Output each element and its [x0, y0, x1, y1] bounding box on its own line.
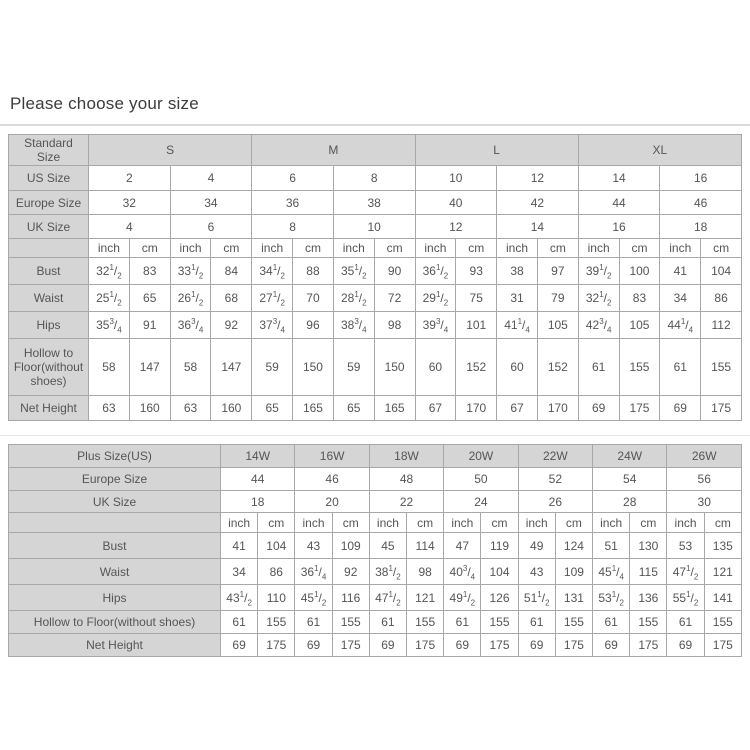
measurement-cell: 88: [293, 258, 334, 285]
size-group-header-cell: 14W: [221, 445, 295, 468]
standard-size-table: [8, 134, 742, 421]
size-number-cell: 42: [497, 191, 579, 215]
unit-header-cell: inch: [221, 513, 258, 533]
middle-divider: [0, 435, 750, 436]
size-number-cell: 12: [415, 215, 497, 239]
measurement-cell: 109: [332, 533, 369, 559]
table-row: [9, 166, 742, 191]
row-label: [9, 513, 221, 533]
unit-header-cell: inch: [497, 239, 538, 258]
measurement-cell: 175: [258, 634, 295, 657]
row-label: Hips: [9, 585, 221, 611]
measurement-cell: 114: [407, 533, 444, 559]
size-number-cell: 44: [578, 191, 660, 215]
table-row: [9, 468, 742, 491]
measurement-cell: $38^3/_4$: [333, 312, 374, 339]
size-number-cell: 38: [333, 191, 415, 215]
measurement-cell: 152: [537, 339, 578, 396]
unit-header-cell: cm: [630, 513, 667, 533]
measurement-cell: 147: [129, 339, 170, 396]
unit-header-cell: inch: [518, 513, 555, 533]
measurement-cell: 65: [333, 396, 374, 421]
table-row: [9, 445, 742, 468]
table-row: [9, 611, 742, 634]
measurement-cell: 97: [537, 258, 578, 285]
size-number-cell: 46: [660, 191, 742, 215]
measurement-cell: 69: [295, 634, 332, 657]
measurement-cell: 69: [667, 634, 704, 657]
measurement-cell: 84: [211, 258, 252, 285]
measurement-cell: 69: [369, 634, 406, 657]
measurement-cell: $38^1/_2$: [369, 559, 406, 585]
size-number-cell: 10: [415, 166, 497, 191]
measurement-cell: 45: [369, 533, 406, 559]
measurement-cell: 83: [619, 285, 660, 312]
measurement-cell: $25^1/_2$: [89, 285, 130, 312]
size-group-header-cell: 20W: [444, 445, 518, 468]
measurement-cell: 175: [407, 634, 444, 657]
measurement-cell: 34: [221, 559, 258, 585]
measurement-cell: 63: [170, 396, 211, 421]
measurement-cell: 91: [129, 312, 170, 339]
unit-header-cell: inch: [333, 239, 374, 258]
size-number-cell: 34: [170, 191, 252, 215]
measurement-cell: 175: [619, 396, 660, 421]
measurement-cell: 131: [555, 585, 592, 611]
size-number-cell: 2: [89, 166, 171, 191]
measurement-cell: $42^3/_4$: [578, 312, 619, 339]
measurement-cell: 115: [630, 559, 667, 585]
measurement-cell: $53^1/_2$: [593, 585, 630, 611]
measurement-cell: 92: [211, 312, 252, 339]
table-row: [9, 135, 742, 166]
size-group-header-cell: 16W: [295, 445, 369, 468]
measurement-cell: 175: [701, 396, 742, 421]
measurement-cell: 61: [518, 611, 555, 634]
measurement-cell: $36^1/_4$: [295, 559, 332, 585]
row-label: UK Size: [9, 491, 221, 513]
measurement-cell: 98: [407, 559, 444, 585]
measurement-cell: 105: [537, 312, 578, 339]
measurement-cell: 175: [481, 634, 518, 657]
measurement-cell: 90: [374, 258, 415, 285]
size-number-cell: 6: [170, 215, 252, 239]
table-row: [9, 239, 742, 258]
measurement-cell: $32^1/_2$: [89, 258, 130, 285]
measurement-cell: $43^1/_2$: [221, 585, 258, 611]
measurement-cell: 124: [555, 533, 592, 559]
measurement-cell: 109: [555, 559, 592, 585]
row-label: Standard Size: [9, 135, 89, 166]
row-label: Bust: [9, 258, 89, 285]
row-label: Bust: [9, 533, 221, 559]
unit-header-cell: inch: [89, 239, 130, 258]
measurement-cell: 61: [369, 611, 406, 634]
measurement-cell: 70: [293, 285, 334, 312]
table-row: [9, 491, 742, 513]
table-row: [9, 559, 742, 585]
size-number-cell: 54: [593, 468, 667, 491]
size-number-cell: 48: [369, 468, 443, 491]
table-row: [9, 533, 742, 559]
measurement-cell: 38: [497, 258, 538, 285]
unit-header-cell: cm: [701, 239, 742, 258]
measurement-cell: 47: [444, 533, 481, 559]
top-divider: [0, 124, 750, 126]
measurement-cell: 155: [619, 339, 660, 396]
measurement-cell: 34: [660, 285, 701, 312]
measurement-cell: 86: [701, 285, 742, 312]
measurement-cell: $47^1/_2$: [369, 585, 406, 611]
unit-header-cell: inch: [369, 513, 406, 533]
size-number-cell: 50: [444, 468, 518, 491]
unit-header-cell: inch: [578, 239, 619, 258]
measurement-cell: 135: [704, 533, 741, 559]
measurement-cell: $39^1/_2$: [578, 258, 619, 285]
measurement-cell: 49: [518, 533, 555, 559]
measurement-cell: 165: [374, 396, 415, 421]
measurement-cell: 67: [415, 396, 456, 421]
measurement-cell: 126: [481, 585, 518, 611]
measurement-cell: 155: [630, 611, 667, 634]
unit-header-cell: cm: [332, 513, 369, 533]
unit-header-cell: cm: [704, 513, 741, 533]
measurement-cell: 43: [518, 559, 555, 585]
measurement-cell: $35^3/_4$: [89, 312, 130, 339]
table-row: [9, 285, 742, 312]
measurement-cell: 61: [444, 611, 481, 634]
measurement-cell: 59: [252, 339, 293, 396]
measurement-cell: 101: [456, 312, 497, 339]
measurement-cell: 119: [481, 533, 518, 559]
measurement-cell: 86: [258, 559, 295, 585]
unit-header-cell: cm: [407, 513, 444, 533]
measurement-cell: 65: [252, 396, 293, 421]
measurement-cell: $28^1/_2$: [333, 285, 374, 312]
unit-header-cell: inch: [593, 513, 630, 533]
row-label: UK Size: [9, 215, 89, 239]
measurement-cell: 72: [374, 285, 415, 312]
measurement-cell: $29^1/_2$: [415, 285, 456, 312]
measurement-cell: 175: [555, 634, 592, 657]
plus-size-table: [8, 444, 742, 657]
row-label: Europe Size: [9, 468, 221, 491]
size-number-cell: 24: [444, 491, 518, 513]
unit-header-cell: inch: [667, 513, 704, 533]
measurement-cell: $45^1/_2$: [295, 585, 332, 611]
measurement-cell: 110: [258, 585, 295, 611]
measurement-cell: $41^1/_4$: [497, 312, 538, 339]
unit-header-cell: inch: [295, 513, 332, 533]
row-label: Hips: [9, 312, 89, 339]
page-title: Please choose your size: [10, 94, 199, 113]
measurement-cell: 69: [593, 634, 630, 657]
size-number-cell: 20: [295, 491, 369, 513]
size-number-cell: 18: [221, 491, 295, 513]
measurement-cell: 100: [619, 258, 660, 285]
measurement-cell: 61: [660, 339, 701, 396]
size-number-cell: 40: [415, 191, 497, 215]
measurement-cell: 155: [332, 611, 369, 634]
measurement-cell: 121: [407, 585, 444, 611]
measurement-cell: $49^1/_2$: [444, 585, 481, 611]
measurement-cell: 141: [704, 585, 741, 611]
size-number-cell: 46: [295, 468, 369, 491]
size-number-cell: 52: [518, 468, 592, 491]
table-row: [9, 339, 742, 396]
table-row: [9, 215, 742, 239]
measurement-cell: 53: [667, 533, 704, 559]
measurement-cell: 61: [593, 611, 630, 634]
measurement-cell: 75: [456, 285, 497, 312]
measurement-cell: 79: [537, 285, 578, 312]
measurement-cell: 61: [221, 611, 258, 634]
measurement-cell: $34^1/_2$: [252, 258, 293, 285]
measurement-cell: 155: [481, 611, 518, 634]
row-label: Net Height: [9, 396, 89, 421]
measurement-cell: 170: [456, 396, 497, 421]
measurement-cell: $36^3/_4$: [170, 312, 211, 339]
measurement-cell: 69: [221, 634, 258, 657]
measurement-cell: 155: [555, 611, 592, 634]
unit-header-cell: cm: [456, 239, 497, 258]
size-number-cell: 14: [497, 215, 579, 239]
measurement-cell: $35^1/_2$: [333, 258, 374, 285]
measurement-cell: 60: [415, 339, 456, 396]
measurement-cell: $37^3/_4$: [252, 312, 293, 339]
measurement-cell: $27^1/_2$: [252, 285, 293, 312]
measurement-cell: 116: [332, 585, 369, 611]
size-number-cell: 18: [660, 215, 742, 239]
unit-header-cell: inch: [444, 513, 481, 533]
measurement-cell: $40^3/_4$: [444, 559, 481, 585]
size-number-cell: 44: [221, 468, 295, 491]
size-group-header-cell: 22W: [518, 445, 592, 468]
measurement-cell: 61: [295, 611, 332, 634]
measurement-cell: 60: [497, 339, 538, 396]
measurement-cell: 160: [211, 396, 252, 421]
measurement-cell: 98: [374, 312, 415, 339]
size-number-cell: 32: [89, 191, 171, 215]
size-group-header-cell: L: [415, 135, 578, 166]
size-number-cell: 30: [667, 491, 742, 513]
measurement-cell: 175: [332, 634, 369, 657]
measurement-cell: 104: [701, 258, 742, 285]
measurement-cell: $55^1/_2$: [667, 585, 704, 611]
table-row: [9, 396, 742, 421]
measurement-cell: 69: [444, 634, 481, 657]
measurement-cell: 175: [704, 634, 741, 657]
unit-header-cell: inch: [415, 239, 456, 258]
size-number-cell: 4: [170, 166, 252, 191]
measurement-cell: 147: [211, 339, 252, 396]
row-label: Plus Size(US): [9, 445, 221, 468]
measurement-cell: 69: [660, 396, 701, 421]
measurement-cell: 69: [518, 634, 555, 657]
unit-header-cell: cm: [258, 513, 295, 533]
measurement-cell: 170: [537, 396, 578, 421]
measurement-cell: $44^1/_4$: [660, 312, 701, 339]
measurement-cell: 150: [293, 339, 334, 396]
measurement-cell: 63: [89, 396, 130, 421]
measurement-cell: 121: [704, 559, 741, 585]
measurement-cell: 67: [497, 396, 538, 421]
size-number-cell: 16: [660, 166, 742, 191]
measurement-cell: $36^1/_2$: [415, 258, 456, 285]
row-label: Europe Size: [9, 191, 89, 215]
size-number-cell: 36: [252, 191, 334, 215]
measurement-cell: 152: [456, 339, 497, 396]
unit-header-cell: cm: [129, 239, 170, 258]
measurement-cell: 105: [619, 312, 660, 339]
measurement-cell: 130: [630, 533, 667, 559]
measurement-cell: 41: [660, 258, 701, 285]
size-number-cell: 8: [252, 215, 334, 239]
table-row: [9, 634, 742, 657]
size-number-cell: 12: [497, 166, 579, 191]
unit-header-cell: inch: [660, 239, 701, 258]
unit-header-cell: cm: [619, 239, 660, 258]
row-label: US Size: [9, 166, 89, 191]
size-number-cell: 22: [369, 491, 443, 513]
row-label: Net Height: [9, 634, 221, 657]
measurement-cell: 61: [667, 611, 704, 634]
measurement-cell: 58: [170, 339, 211, 396]
measurement-cell: 41: [221, 533, 258, 559]
size-number-cell: 26: [518, 491, 592, 513]
row-label: Waist: [9, 285, 89, 312]
size-number-cell: 6: [252, 166, 334, 191]
measurement-cell: 150: [374, 339, 415, 396]
table-row: [9, 258, 742, 285]
unit-header-cell: cm: [555, 513, 592, 533]
size-group-header-cell: 26W: [667, 445, 742, 468]
unit-header-cell: cm: [481, 513, 518, 533]
size-group-header-cell: 24W: [593, 445, 667, 468]
measurement-cell: 155: [258, 611, 295, 634]
measurement-cell: 31: [497, 285, 538, 312]
measurement-cell: 43: [295, 533, 332, 559]
table-row: [9, 191, 742, 215]
unit-header-cell: inch: [170, 239, 211, 258]
measurement-cell: 104: [258, 533, 295, 559]
measurement-cell: 112: [701, 312, 742, 339]
table-row: [9, 312, 742, 339]
measurement-cell: 65: [129, 285, 170, 312]
table-row: [9, 585, 742, 611]
measurement-cell: 69: [578, 396, 619, 421]
measurement-cell: $47^1/_2$: [667, 559, 704, 585]
measurement-cell: 165: [293, 396, 334, 421]
row-label: Waist: [9, 559, 221, 585]
unit-header-cell: cm: [211, 239, 252, 258]
row-label: [9, 239, 89, 258]
size-group-header-cell: 18W: [369, 445, 443, 468]
size-number-cell: 16: [578, 215, 660, 239]
size-group-header-cell: M: [252, 135, 415, 166]
measurement-cell: $26^1/_2$: [170, 285, 211, 312]
unit-header-cell: cm: [537, 239, 578, 258]
measurement-cell: 93: [456, 258, 497, 285]
measurement-cell: 160: [129, 396, 170, 421]
size-number-cell: 8: [333, 166, 415, 191]
measurement-cell: $51^1/_2$: [518, 585, 555, 611]
row-label: Hollow to Floor(without shoes): [9, 611, 221, 634]
measurement-cell: 83: [129, 258, 170, 285]
unit-header-cell: cm: [293, 239, 334, 258]
unit-header-cell: cm: [374, 239, 415, 258]
measurement-cell: $39^3/_4$: [415, 312, 456, 339]
measurement-cell: 59: [333, 339, 374, 396]
measurement-cell: 155: [704, 611, 741, 634]
measurement-cell: 58: [89, 339, 130, 396]
table-row: [9, 513, 742, 533]
measurement-cell: 61: [578, 339, 619, 396]
measurement-cell: $33^1/_2$: [170, 258, 211, 285]
unit-header-cell: inch: [252, 239, 293, 258]
size-number-cell: 4: [89, 215, 171, 239]
measurement-cell: $45^1/_4$: [593, 559, 630, 585]
size-group-header-cell: XL: [578, 135, 741, 166]
measurement-cell: 155: [701, 339, 742, 396]
size-number-cell: 28: [593, 491, 667, 513]
size-number-cell: 10: [333, 215, 415, 239]
measurement-cell: 155: [407, 611, 444, 634]
measurement-cell: 68: [211, 285, 252, 312]
measurement-cell: 96: [293, 312, 334, 339]
measurement-cell: $32^1/_2$: [578, 285, 619, 312]
measurement-cell: 175: [630, 634, 667, 657]
measurement-cell: 51: [593, 533, 630, 559]
size-number-cell: 56: [667, 468, 742, 491]
measurement-cell: 136: [630, 585, 667, 611]
measurement-cell: 104: [481, 559, 518, 585]
measurement-cell: 92: [332, 559, 369, 585]
size-number-cell: 14: [578, 166, 660, 191]
row-label: Hollow to Floor(without shoes): [9, 339, 89, 396]
size-group-header-cell: S: [89, 135, 252, 166]
